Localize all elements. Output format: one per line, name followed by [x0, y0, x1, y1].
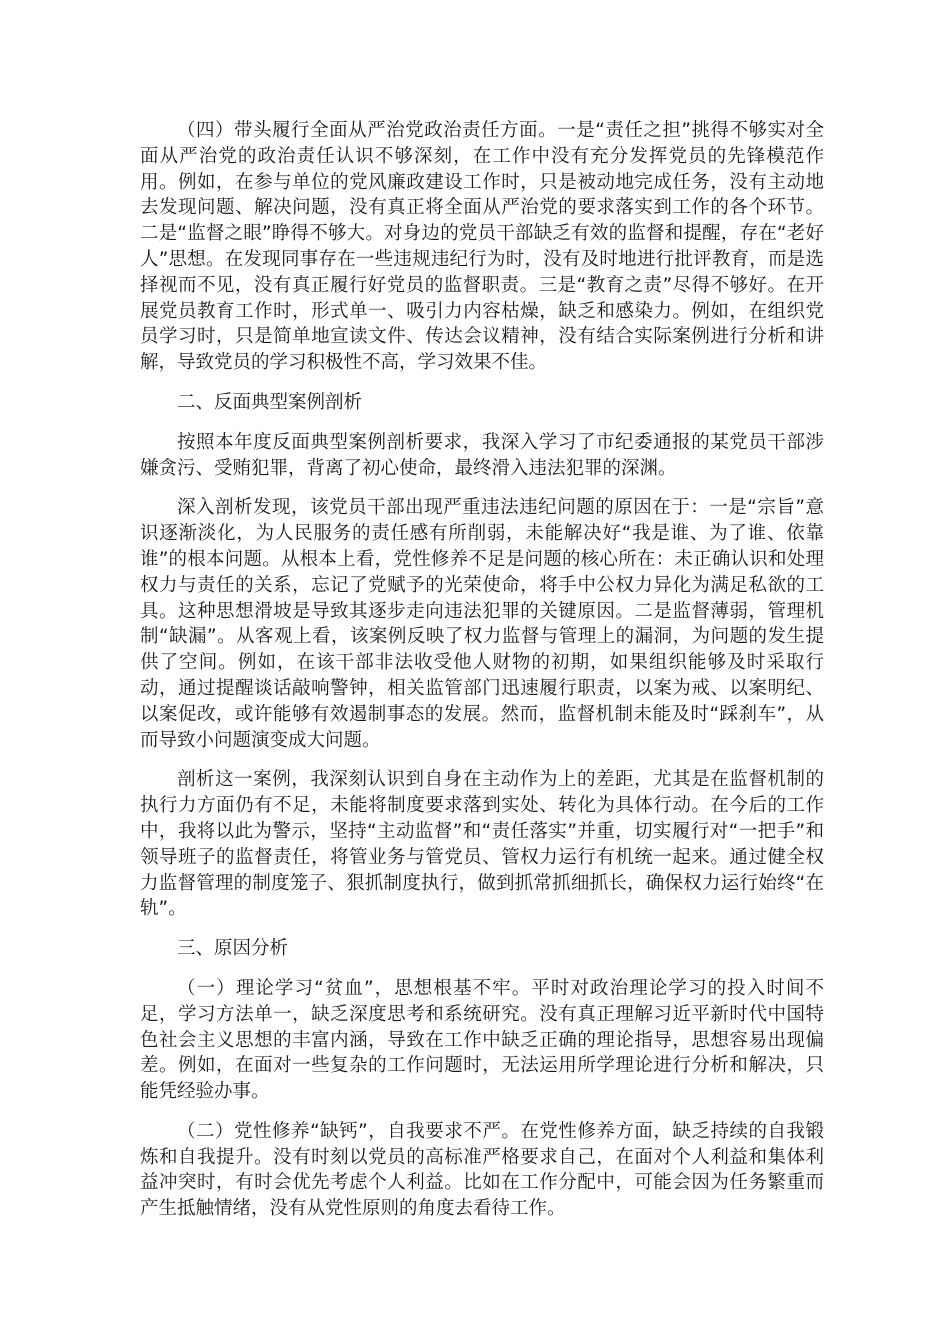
paragraph-case-intro: 按照本年度反面典型案例剖析要求，我深入学习了市纪委通报的某党员干部涉嫌贪污、受贿犯罪，背离了初心使命，最终滑入违法犯罪的深渊。 [140, 431, 824, 479]
paragraph-party-cultivation: （二）党性修养“缺钙”，自我要求不严。在党性修养方面，缺乏持续的自我锻炼和自我提升。没有时刻以党员的高标准严格要求自己，在面对个人利益和集体利益冲突时，有时会优先考虑个人利益。比如在工作分配中，可能会因为任务繁重而产生抵触情绪，没有从党性原则的角度去看待工作。 [140, 1120, 824, 1220]
paragraph-case-causes: 深入剖析发现，该党员干部出现严重违法违纪问题的原因在于：一是“宗旨”意识逐渐淡化，为人民服务的责任感有所削弱，未能解决好“我是谁、为了谁、依靠谁”的根本问题。从根本上看，党性修养不足是问题的核心所在：未正确认识和处理权力与责任的关系，忘记了党赋予的光荣使命，将手中公权力异化为满足私欲的工具。这种思想滑坡是导致其逐步走向违法犯罪的关键原因。二是监督薄弱，管理机制“缺漏”。从客观上看，该案例反映了权力监督与管理上的漏洞，为问题的发生提供了空间。例如，在该干部非法收受他人财物的初期，如果组织能够及时采取行动，通过提醒谈话敲响警钟，相关监管部门迅速履行职责，以案为戒、以案明纪、以案促改，或许能够有效遏制事态的发展。然而，监督机制未能及时“踩刹车”，从而导致小问题演变成大问题。 [140, 497, 824, 751]
paragraph-case-lessons: 剖析这一案例，我深刻认识到自身在主动作为上的差距，尤其是在监督机制的执行力方面仍有不足，未能将制度要求落到实处、转化为具体行动。在今后的工作中，我将以此为警示，坚持“主动监督”和“责任落实”并重，切实履行对“一把手”和领导班子的监督责任，将管业务与管党员、管权力运行有机统一起来。通过健全权力监督管理的制度笼子、狠抓制度执行，做到抓常抓细抓长，确保权力运行始终“在轨”。 [140, 769, 824, 920]
section-heading-case-analysis: 二、反面典型案例剖析 [177, 391, 363, 413]
paragraph-leadership-responsibility: （四）带头履行全面从严治党政治责任方面。一是“责任之担”挑得不够实对全面从严治党的政治责任认识不够深刻，在工作中没有充分发挥党员的先锋模范作用。例如，在参与单位的党风廉政建设工作时，只是被动地完成任务，没有主动地去发现问题、解决问题，没有真正将全面从严治党的要求落实到工作的各个环节。二是“监督之眼”睁得不够大。对身边的党员干部缺乏有效的监督和提醒，存在“老好人”思想。在发现同事存在一些违规违纪行为时，没有及时地进行批评教育，而是选择视而不见，没有真正履行好党员的监督职责。三是“教育之责”尽得不够好。在开展党员教育工作时，形式单一、吸引力内容枯燥，缺乏和感染力。例如，在组织党员学习时，只是简单地宣读文件、传达会议精神，没有结合实际案例进行分析和讲解，导致党员的学习积极性不高，学习效果不佳。 [140, 120, 824, 374]
section-heading-cause-analysis: 三、原因分析 [177, 938, 289, 960]
paragraph-theory-study: （一）理论学习“贫血”，思想根基不牢。平时对政治理论学习的投入时间不足，学习方法单一，缺乏深度思考和系统研究。没有真正理解习近平新时代中国特色社会主义思想的丰富内涵，导致在工作中缺乏正确的理论指导，思想容易出现偏差。例如，在面对一些复杂的工作问题时，无法运用所学理论进行分析和解决，只能凭经验办事。 [140, 977, 824, 1103]
document-body [140, 118, 824, 1236]
